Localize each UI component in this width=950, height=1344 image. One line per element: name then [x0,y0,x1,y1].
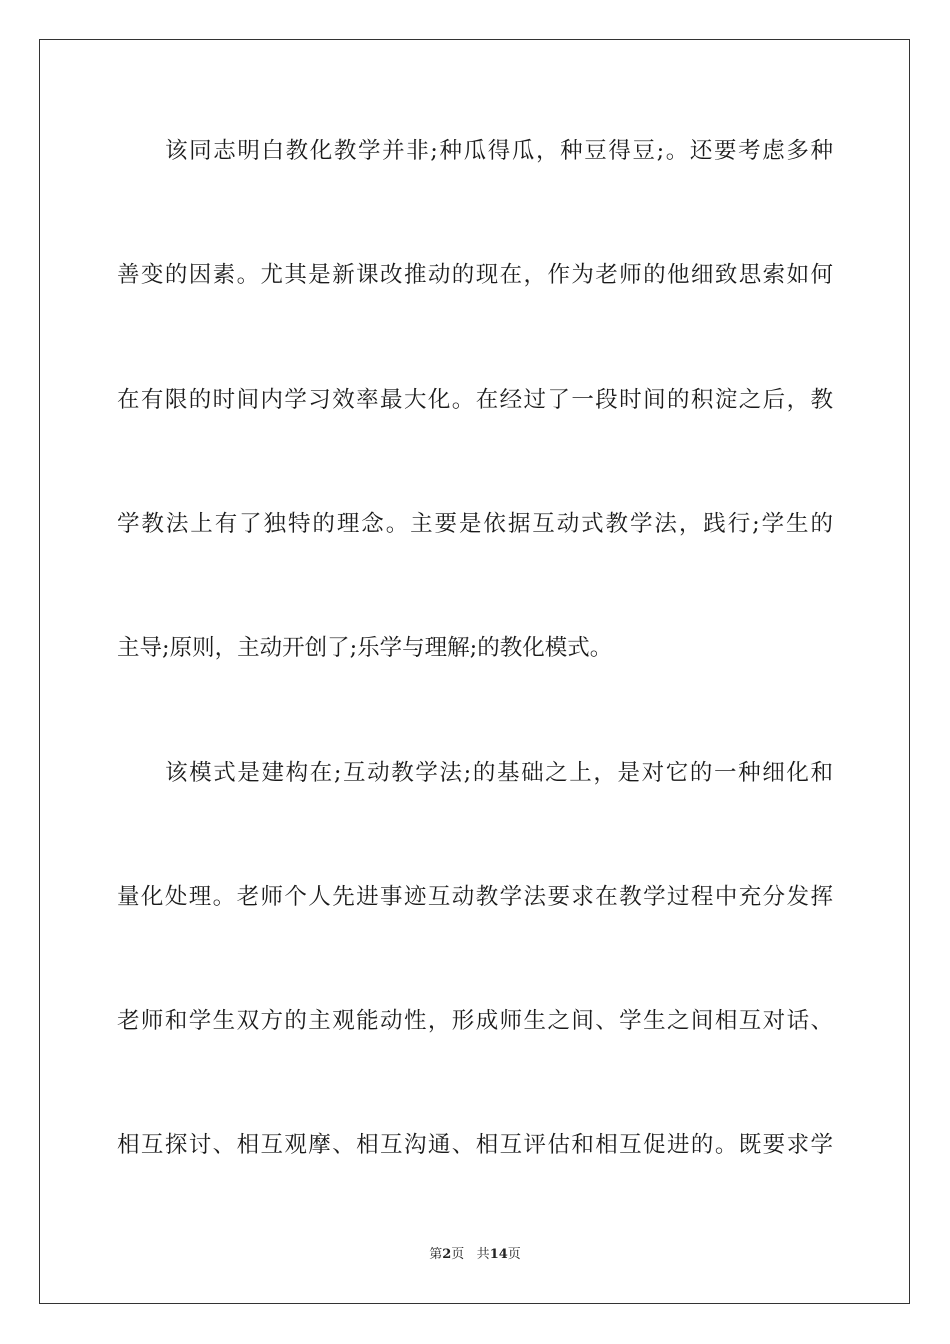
total-prefix: 共 [476,1247,490,1262]
paragraph-2-line-4: 相互探讨、相互观摩、相互沟通、相互评估和相互促进的。既要求学 [117,1132,833,1158]
page-border [39,39,910,1304]
page-footer [0,1246,950,1264]
paragraph-1-line-5: 主导;原则，主动开创了;乐学与理解;的教化模式。 [117,635,613,661]
paragraph-1-line-2: 善变的因素。尤其是新课改推动的现在，作为老师的他细致思索如何 [117,262,833,288]
paragraph-1-line-3: 在有限的时间内学习效率最大化。在经过了一段时间的积淀之后，教 [117,387,833,413]
page-prefix: 第 [429,1247,443,1262]
total-suffix: 页 [507,1247,521,1262]
page-suffix: 页 [451,1247,465,1262]
paragraph-2-line-3: 老师和学生双方的主观能动性，形成师生之间、学生之间相互对话、 [117,1008,833,1034]
paragraph-1-line-4: 学教法上有了独特的理念。主要是依据互动式教学法，践行;学生的 [117,511,833,537]
total-pages: 14 [489,1247,508,1262]
paragraph-1-line-1: 该同志明白教化教学并非;种瓜得瓜，种豆得豆;。还要考虑多种 [165,138,833,164]
paragraph-2-line-2: 量化处理。老师个人先进事迹互动教学法要求在教学过程中充分发挥 [117,884,833,910]
page-number: 2 [442,1247,452,1262]
paragraph-2-line-1: 该模式是建构在;互动教学法;的基础之上，是对它的一种细化和 [165,760,833,786]
